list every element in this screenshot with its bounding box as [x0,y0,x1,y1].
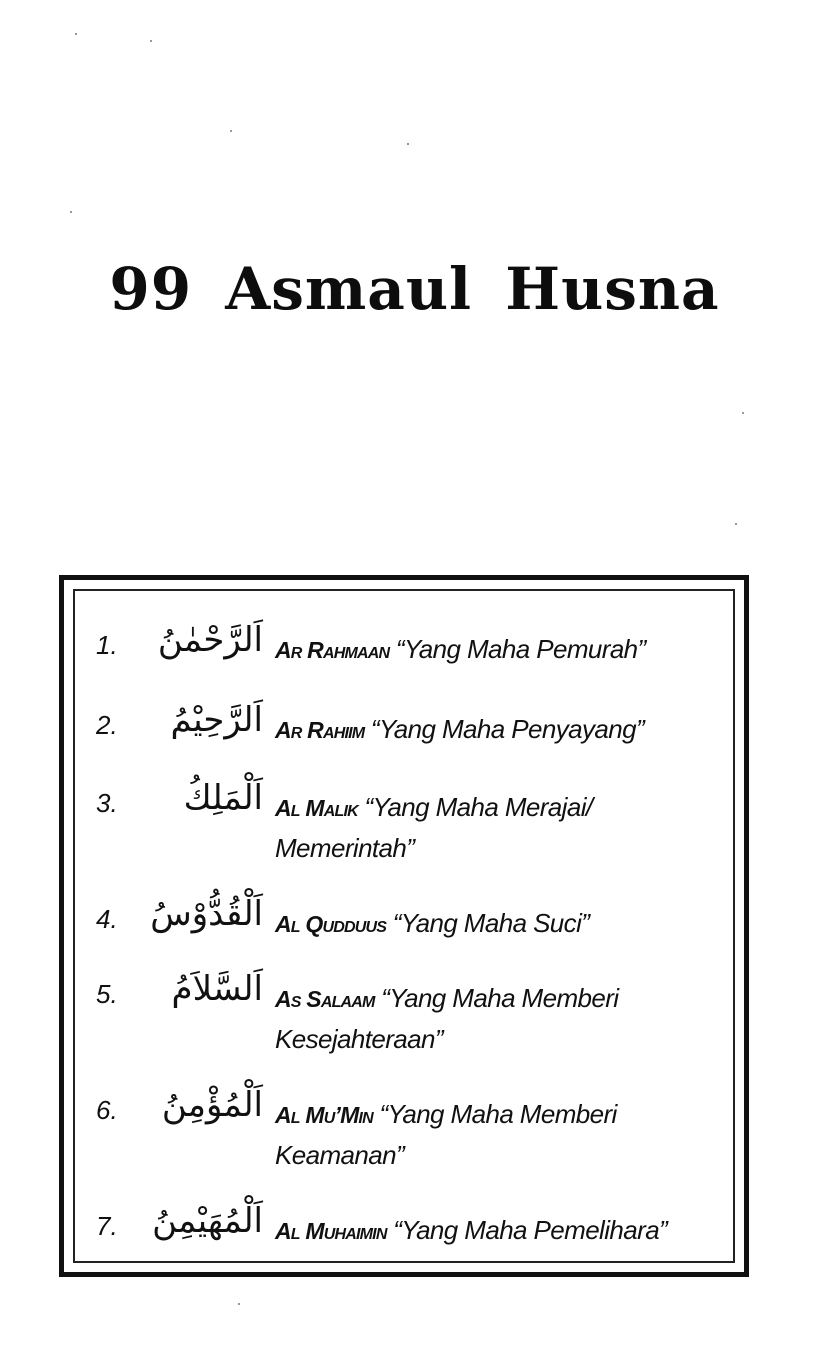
item-description [275,903,735,944]
names-list [73,589,735,1263]
latin-name: Ar Rahiim [275,717,365,743]
item-description [275,709,735,750]
latin-name: As Salaam [275,986,375,1012]
name-meaning: “Yang Maha Penyayang” [370,714,645,744]
item-number: 3. [96,788,118,818]
latin-name: Al Malik [275,795,358,821]
scan-speck [75,33,77,35]
latin-name: Al Qudduus [275,911,387,937]
arabic-name: اَلْمُهَيْمِنُ [152,1201,263,1241]
scan-speck [230,130,232,132]
name-meaning: “Yang Maha Pemurah” [395,634,646,664]
item-number: 2. [96,710,118,740]
arabic-name: اَلرَّحِيْمُ [170,700,263,740]
item-description [275,1094,735,1175]
name-meaning: “Yang Maha Pemelihara” [393,1215,668,1245]
names-list-frame [59,575,749,1277]
latin-name: Ar Rahmaan [275,637,390,663]
latin-name: Al Muhaimin [275,1218,387,1244]
item-description [275,629,735,670]
arabic-name: اَلرَّحْمٰنُ [157,620,263,660]
arabic-name: اَلسَّلاَمُ [171,969,263,1009]
scan-speck [735,523,737,525]
latin-name: Al Mu’Min [275,1102,373,1128]
page-title: 99 Asmaul Husna [109,255,720,323]
item-number: 5. [96,979,118,1009]
item-description [275,978,735,1059]
scan-speck [238,1303,240,1305]
item-description [275,787,735,868]
name-meaning: “Yang Maha Suci” [392,908,590,938]
name-meaning: “Yang Maha Merajai/ Memerintah” [275,792,593,863]
arabic-name: اَلْمُؤْمِنُ [161,1085,263,1125]
item-number: 6. [96,1095,118,1125]
scan-speck [150,40,152,42]
name-meaning: “Yang Maha Memberi Kesejahteraan” [275,983,619,1054]
item-number: 7. [96,1211,118,1241]
arabic-name: اَلْمَلِكُ [183,778,263,818]
item-description [275,1210,735,1251]
name-meaning: “Yang Maha Memberi Keamanan” [275,1099,617,1170]
item-number: 4. [96,904,118,934]
scan-speck [70,211,72,213]
arabic-name: اَلْقُدُّوْسُ [150,894,263,934]
scan-speck [407,143,409,145]
item-number: 1. [96,630,118,660]
scan-speck [742,412,744,414]
